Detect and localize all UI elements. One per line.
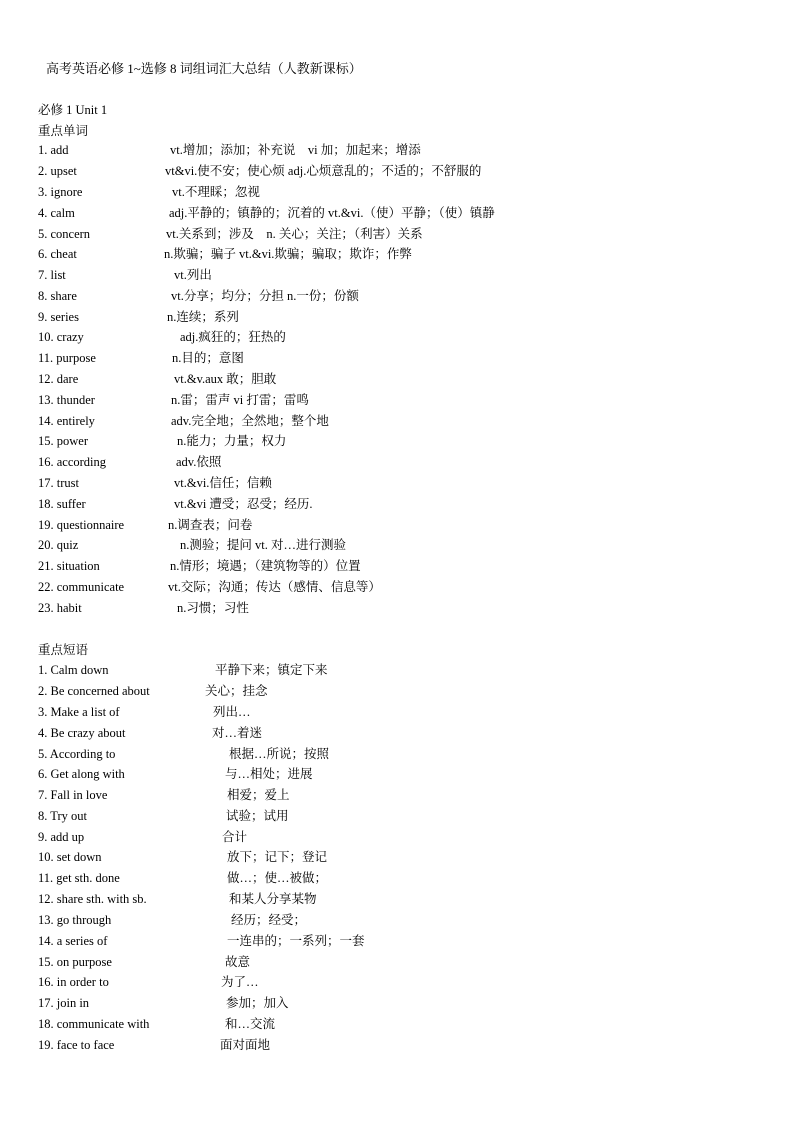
phrases-section-heading: 重点短语 bbox=[38, 643, 89, 657]
word-definition: vt.不理睬；忽视 bbox=[172, 185, 260, 199]
words-section-heading: 重点单词 bbox=[38, 124, 89, 138]
word-definition: vt.列出 bbox=[174, 268, 212, 282]
phrase-term: 6. Get along with bbox=[38, 767, 125, 781]
phrase-term: 14. a series of bbox=[38, 934, 108, 948]
word-definition: n.雷；雷声 vi 打雷；雷鸣 bbox=[171, 393, 309, 407]
phrase-definition: 试验；试用 bbox=[226, 809, 289, 823]
word-term: 18. suffer bbox=[38, 497, 86, 511]
phrase-definition: 和某人分享某物 bbox=[229, 892, 317, 906]
word-definition: n.连续；系列 bbox=[167, 310, 239, 324]
word-definition: vt.交际；沟通；传达（感情、信息等） bbox=[168, 580, 381, 594]
word-term: 21. situation bbox=[38, 559, 100, 573]
phrase-term: 9. add up bbox=[38, 830, 85, 844]
phrase-definition: 关心；挂念 bbox=[205, 684, 268, 698]
word-term: 6. cheat bbox=[38, 247, 77, 261]
word-term: 7. list bbox=[38, 268, 66, 282]
word-term: 2. upset bbox=[38, 164, 77, 178]
phrase-term: 1. Calm down bbox=[38, 663, 109, 677]
word-term: 20. quiz bbox=[38, 538, 79, 552]
phrase-term: 17. join in bbox=[38, 996, 90, 1010]
word-definition: adv.依照 bbox=[176, 455, 222, 469]
word-definition: adj.平静的；镇静的；沉着的 vt.&vi.（使）平静；（使）镇静 bbox=[169, 206, 495, 220]
phrase-term: 13. go through bbox=[38, 913, 112, 927]
phrase-term: 15. on purpose bbox=[38, 955, 112, 969]
word-definition: n.情形；境遇；（建筑物等的）位置 bbox=[170, 559, 361, 573]
phrase-term: 11. get sth. done bbox=[38, 871, 120, 885]
word-term: 14. entirely bbox=[38, 414, 95, 428]
unit-heading: 必修 1 Unit 1 bbox=[38, 103, 108, 117]
phrase-term: 10. set down bbox=[38, 850, 102, 864]
phrase-definition: 经历；经受； bbox=[231, 913, 307, 927]
phrase-term: 2. Be concerned about bbox=[38, 684, 150, 698]
phrase-definition: 一连串的；一系列；一套 bbox=[227, 934, 365, 948]
phrase-definition: 相爱；爱上 bbox=[227, 788, 290, 802]
word-definition: n.调查表；问卷 bbox=[168, 518, 253, 532]
word-definition: vt.&vi.信任；信赖 bbox=[174, 476, 272, 490]
word-term: 12. dare bbox=[38, 372, 79, 386]
word-term: 19. questionnaire bbox=[38, 518, 125, 532]
word-definition: n.欺骗；骗子 vt.&vi.欺骗；骗取；欺诈；作弊 bbox=[164, 247, 412, 261]
word-term: 11. purpose bbox=[38, 351, 96, 365]
word-term: 9. series bbox=[38, 310, 79, 324]
word-term: 17. trust bbox=[38, 476, 79, 490]
phrase-definition: 合计 bbox=[222, 830, 248, 844]
phrase-term: 5. According to bbox=[38, 747, 116, 761]
word-term: 8. share bbox=[38, 289, 77, 303]
phrase-definition: 做…；使…被做； bbox=[227, 871, 328, 885]
word-term: 10. crazy bbox=[38, 330, 84, 344]
phrase-definition: 参加；加入 bbox=[226, 996, 289, 1010]
word-term: 22. communicate bbox=[38, 580, 125, 594]
word-term: 13. thunder bbox=[38, 393, 95, 407]
word-term: 4. calm bbox=[38, 206, 75, 220]
phrase-definition: 和…交流 bbox=[225, 1017, 276, 1031]
phrase-term: 8. Try out bbox=[38, 809, 87, 823]
phrase-term: 4. Be crazy about bbox=[38, 726, 126, 740]
word-term: 15. power bbox=[38, 434, 88, 448]
word-term: 23. habit bbox=[38, 601, 82, 615]
word-definition: adv.完全地；全然地；整个地 bbox=[171, 414, 329, 428]
word-definition: n.目的；意图 bbox=[172, 351, 244, 365]
phrase-definition: 列出… bbox=[213, 705, 251, 719]
phrase-term: 16. in order to bbox=[38, 975, 109, 989]
phrase-definition: 面对面地 bbox=[220, 1038, 271, 1052]
phrase-term: 7. Fall in love bbox=[38, 788, 108, 802]
word-term: 16. according bbox=[38, 455, 107, 469]
phrase-definition: 与…相处；进展 bbox=[225, 767, 313, 781]
word-term: 3. ignore bbox=[38, 185, 83, 199]
phrase-definition: 故意 bbox=[225, 955, 251, 969]
word-definition: vt&vi.使不安；使心烦 adj.心烦意乱的；不适的；不舒服的 bbox=[165, 164, 482, 178]
word-definition: vt.&v.aux 敢；胆敢 bbox=[174, 372, 277, 386]
phrase-definition: 为了… bbox=[221, 975, 259, 989]
word-definition: vt.分享；均分；分担 n.一份；份额 bbox=[171, 289, 359, 303]
phrase-term: 12. share sth. with sb. bbox=[38, 892, 147, 906]
phrase-term: 3. Make a list of bbox=[38, 705, 120, 719]
phrase-term: 19. face to face bbox=[38, 1038, 115, 1052]
word-definition: vt.增加；添加；补充说 vi 加；加起来；增添 bbox=[170, 143, 421, 157]
word-definition: n.习惯；习性 bbox=[177, 601, 249, 615]
word-definition: vt.&vi 遭受；忍受；经历. bbox=[174, 497, 313, 511]
phrase-term: 18. communicate with bbox=[38, 1017, 150, 1031]
phrase-definition: 放下；记下；登记 bbox=[227, 850, 328, 864]
word-definition: vt.关系到；涉及 n. 关心；关注；（利害）关系 bbox=[166, 227, 423, 241]
phrase-definition: 对…着迷 bbox=[212, 726, 263, 740]
word-term: 1. add bbox=[38, 143, 69, 157]
word-term: 5. concern bbox=[38, 227, 91, 241]
word-definition: n.测验；提问 vt. 对…进行测验 bbox=[180, 538, 346, 552]
word-definition: adj.疯狂的；狂热的 bbox=[180, 330, 286, 344]
phrase-definition: 平静下来；镇定下来 bbox=[215, 663, 328, 677]
document-title: 高考英语必修 1~选修 8 词组词汇大总结（人教新课标） bbox=[46, 61, 362, 76]
word-definition: n.能力；力量；权力 bbox=[177, 434, 287, 448]
phrase-definition: 根据…所说；按照 bbox=[229, 747, 330, 761]
